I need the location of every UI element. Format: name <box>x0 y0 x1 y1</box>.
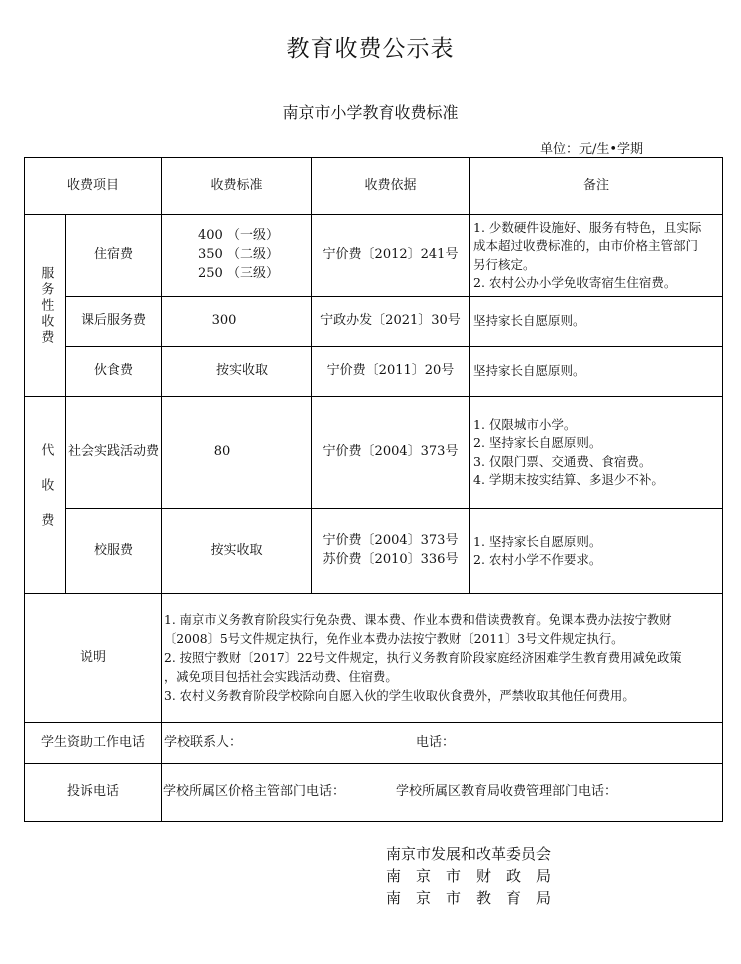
edu-dept-phone-label: 学校所属区教育局收费管理部门电话： <box>396 784 618 800</box>
row-basis: 宁价费〔2011〕20号 <box>326 363 455 379</box>
note-line: 成本超过收费标准的，由市价格主管部门 <box>473 238 699 254</box>
row-notes <box>470 347 722 396</box>
category-collect <box>25 397 65 593</box>
standard-level-3: 250 （三级） <box>198 265 279 281</box>
note-line: 坚持家长自愿原则。 <box>473 313 586 329</box>
header-standard: 收费标准 <box>210 177 263 193</box>
row-item: 住宿费 <box>93 247 133 263</box>
row-item: 伙食费 <box>93 363 133 379</box>
aid-phone-label: 学生资助工作电话 <box>40 734 145 750</box>
explanation-line: 3. 农村义务教育阶段学校除向自愿入伙的学生收取伙食费外，严禁收取其他任何费用。 <box>164 688 635 703</box>
row-item: 课后服务费 <box>80 313 146 329</box>
issuers-block <box>386 843 551 909</box>
explanation-line: ，减免项目包括社会实践活动费、住宿费。 <box>164 669 398 684</box>
complaint-phone-label: 投诉电话 <box>66 784 119 800</box>
row-item: 校服费 <box>93 542 133 558</box>
explanation-body <box>162 594 722 722</box>
header-basis: 收费依据 <box>364 177 417 193</box>
row-basis <box>312 509 469 593</box>
row-notes <box>470 215 722 296</box>
aid-contact-label: 学校联系人： <box>164 734 243 750</box>
row-notes <box>470 509 722 593</box>
note-line: 4. 学期末按实结算、多退少不补。 <box>473 471 664 487</box>
aid-phone-field-label: 电话： <box>416 734 456 750</box>
header-item: 收费项目 <box>66 177 119 193</box>
explanation-line: 1. 南京市义务教育阶段实行免杂费、课本费、作业本费和借读费教育。免课本费办法按宁教财 <box>164 612 672 627</box>
page-title: 教育收费公示表 <box>286 36 455 62</box>
issuer-education: 南 京 市 教 育 局 <box>386 889 552 907</box>
row-notes <box>470 297 722 346</box>
note-line: 另行核定。 <box>473 256 536 272</box>
basis-line: 宁价费〔2004〕373号 <box>322 533 459 549</box>
row-basis: 宁价费〔2012〕241号 <box>322 247 459 263</box>
issuer-ndrc: 南京市发展和改革委员会 <box>386 845 552 863</box>
row-standard: 300 <box>211 313 237 329</box>
note-line: 2. 农村小学不作要求。 <box>473 552 602 567</box>
explanation-label: 说明 <box>79 649 106 665</box>
standard-level-2: 350 （二级） <box>198 247 279 263</box>
note-line: 坚持家长自愿原则。 <box>473 363 586 379</box>
category-collect-label: 代收费 <box>38 442 54 548</box>
note-line: 3. 仅限门票、交通费、食宿费。 <box>473 453 652 469</box>
note-line: 2. 农村公办小学免收寄宿生住宿费。 <box>473 274 677 290</box>
row-basis: 宁价费〔2004〕373号 <box>322 444 459 460</box>
header-notes: 备注 <box>582 177 609 193</box>
note-line: 1. 少数硬件设施好、服务有特色，且实际 <box>473 220 702 236</box>
standard-level-1: 400 （一级） <box>198 228 279 244</box>
row-item: 社会实践活动费 <box>67 444 159 460</box>
price-dept-phone-label: 学校所属区价格主管部门电话： <box>163 784 346 800</box>
row-standard: 80 <box>213 444 231 460</box>
unit-label: 单位：元/生•学期 <box>540 142 644 157</box>
row-standard <box>162 215 311 296</box>
note-line: 1. 坚持家长自愿原则。 <box>473 533 602 549</box>
category-service-label: 服务性收费 <box>38 265 54 346</box>
note-line: 1. 仅限城市小学。 <box>473 417 577 433</box>
row-notes <box>470 397 722 508</box>
explanation-line: 〔2008〕5号文件规定执行，免作业本费办法按宁教财〔2011〕3号文件规定执行。 <box>164 631 624 646</box>
explanation-line: 2. 按照宁教财〔2017〕22号文件规定，执行义务教育阶段家庭经济困难学生教育费用减免政策 <box>164 650 682 665</box>
category-service <box>25 215 65 396</box>
page-subtitle: 南京市小学教育收费标准 <box>282 103 459 122</box>
row-standard: 按实收取 <box>215 363 268 379</box>
issuer-finance: 南 京 市 财 政 局 <box>386 867 552 885</box>
note-line: 2. 坚持家长自愿原则。 <box>473 435 602 451</box>
row-basis: 宁政办发〔2021〕30号 <box>320 313 461 329</box>
basis-line: 苏价费〔2010〕336号 <box>322 552 459 567</box>
row-standard: 按实收取 <box>210 542 263 558</box>
